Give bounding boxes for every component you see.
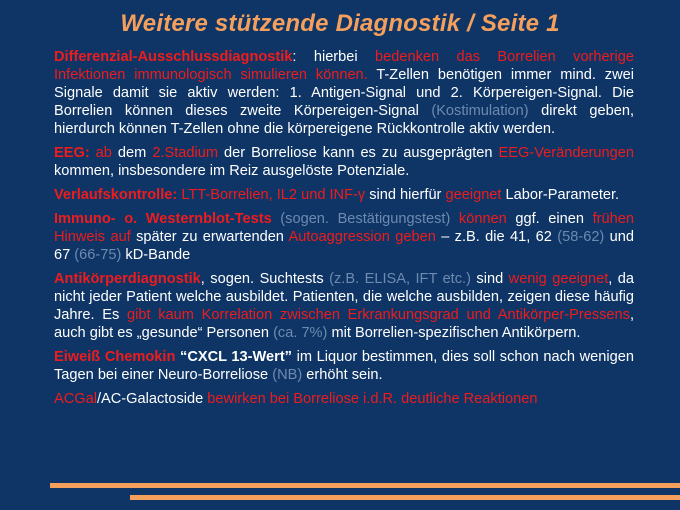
highlight-segment: EEG-Veränderungen [498, 145, 635, 161]
text-segment: dem [111, 145, 153, 161]
slide-body [54, 48, 634, 414]
highlight-segment: können [450, 211, 507, 227]
note-segment: (ca. 7%) [273, 325, 328, 341]
text-segment: , da nicht jeder Patient welche ausbildet. Patienten, die welche ausbilden, zeigen diese häufig Jahre. Es [54, 271, 635, 323]
paragraph-westernblot [54, 210, 634, 264]
text-segment: mit Borrelien-spezifischen Antikörpern. [327, 325, 581, 341]
decorative-bar-top [50, 483, 680, 488]
highlight-segment: frühen Hinweis auf [54, 211, 634, 245]
note-segment: (NB) [272, 367, 303, 383]
note-segment: (z.B. ELISA, IFT etc.) [329, 271, 471, 287]
note-segment: (66-75) [74, 247, 122, 263]
highlight-segment: bedenken das Borrelien vorherige Infektionen immunologisch simulieren können. [54, 49, 634, 83]
paragraph-differential-diagnostics [54, 48, 634, 138]
highlight-segment: wenig geeignet [508, 271, 609, 287]
highlight-segment: bewirken bei Borreliose i.d.R. deutliche Reaktionen [207, 391, 538, 407]
term-cxcl13: “CXCL 13-Wert” [180, 349, 292, 365]
note-segment: (Kostimulation) [431, 103, 529, 119]
text-segment: – z.B. die 41, 62 [435, 229, 558, 245]
term-westernblot: Immuno- o. Westernblot-Tests [54, 211, 272, 227]
text-segment: T-Zellen benötigen immer mind. zwei Signale damit sie aktiv werden: 1. Antigen-Signal und 2. Körpereigen-Signal. Die Borrelien können dieses zweite Körpereigen-Signal [54, 67, 634, 119]
paragraph-acgal [54, 390, 634, 408]
text-segment: der Borreliose kann es zu ausgeprägten [218, 145, 499, 161]
decorative-bar-bottom [130, 495, 680, 500]
note-segment: (sogen. Bestätigungstest) [271, 211, 451, 227]
slide-title: Weitere stützende Diagnostik / Seite 1 [120, 10, 560, 37]
text-segment: kD-Bande [121, 247, 191, 263]
paragraph-antibody-diagnostics [54, 270, 634, 342]
text-segment: und 67 [54, 229, 635, 263]
text-segment: , auch gibt es „gesunde“ Personen [54, 307, 635, 341]
text-segment: sind hierfür [365, 187, 446, 203]
highlight-segment: LTT-Borrelien, IL2 und INF-γ [181, 187, 366, 203]
text-segment: ggf. einen [506, 211, 593, 227]
highlight-segment: 2.Stadium [152, 145, 219, 161]
text-segment: im Liquor bestimmen, dies soll schon nach wenigen Tagen bei einer Neuro-Borreliose [54, 349, 635, 383]
term-eeg: EEG: [54, 145, 90, 161]
highlight-segment: Autoaggression geben [288, 229, 436, 245]
text-segment: erhöht sein. [302, 367, 383, 383]
text-segment: : hierbei [292, 49, 376, 65]
highlight-segment: geeignet [445, 187, 502, 203]
term-course-control: Verlaufskontrolle: [54, 187, 182, 203]
text-segment: kommen, insbesondere im Reiz ausgelöste Potenziale. [54, 163, 410, 179]
term-acgal: ACGal [54, 391, 97, 407]
text-segment: später zu erwartenden [130, 229, 289, 245]
text-segment: , sogen. Suchtests [200, 271, 330, 287]
term-antibody-diagnostics: Antikörperdiagnostik [54, 271, 201, 287]
highlight-segment: ab [89, 145, 112, 161]
paragraph-course-control [54, 186, 634, 204]
highlight-segment: gibt kaum Korrelation zwischen Erkrankungsgrad und Antikörper-Pressens [127, 307, 630, 323]
text-segment: /AC-Galactoside [96, 391, 208, 407]
paragraph-eeg [54, 144, 634, 180]
text-segment: Labor-Parameter. [501, 187, 620, 203]
note-segment: (58-62) [557, 229, 605, 245]
paragraph-chemokine [54, 348, 634, 384]
term-chemokine: Eiweiß Chemokin [54, 349, 181, 365]
text-segment: direkt geben, hierdurch können T-Zellen ohne die körpereigene Rückkontrolle aktiv werden. [54, 103, 634, 137]
text-segment: sind [470, 271, 509, 287]
term-differential-diagnostics: Differenzial-Ausschlussdiagnostik [54, 49, 293, 65]
